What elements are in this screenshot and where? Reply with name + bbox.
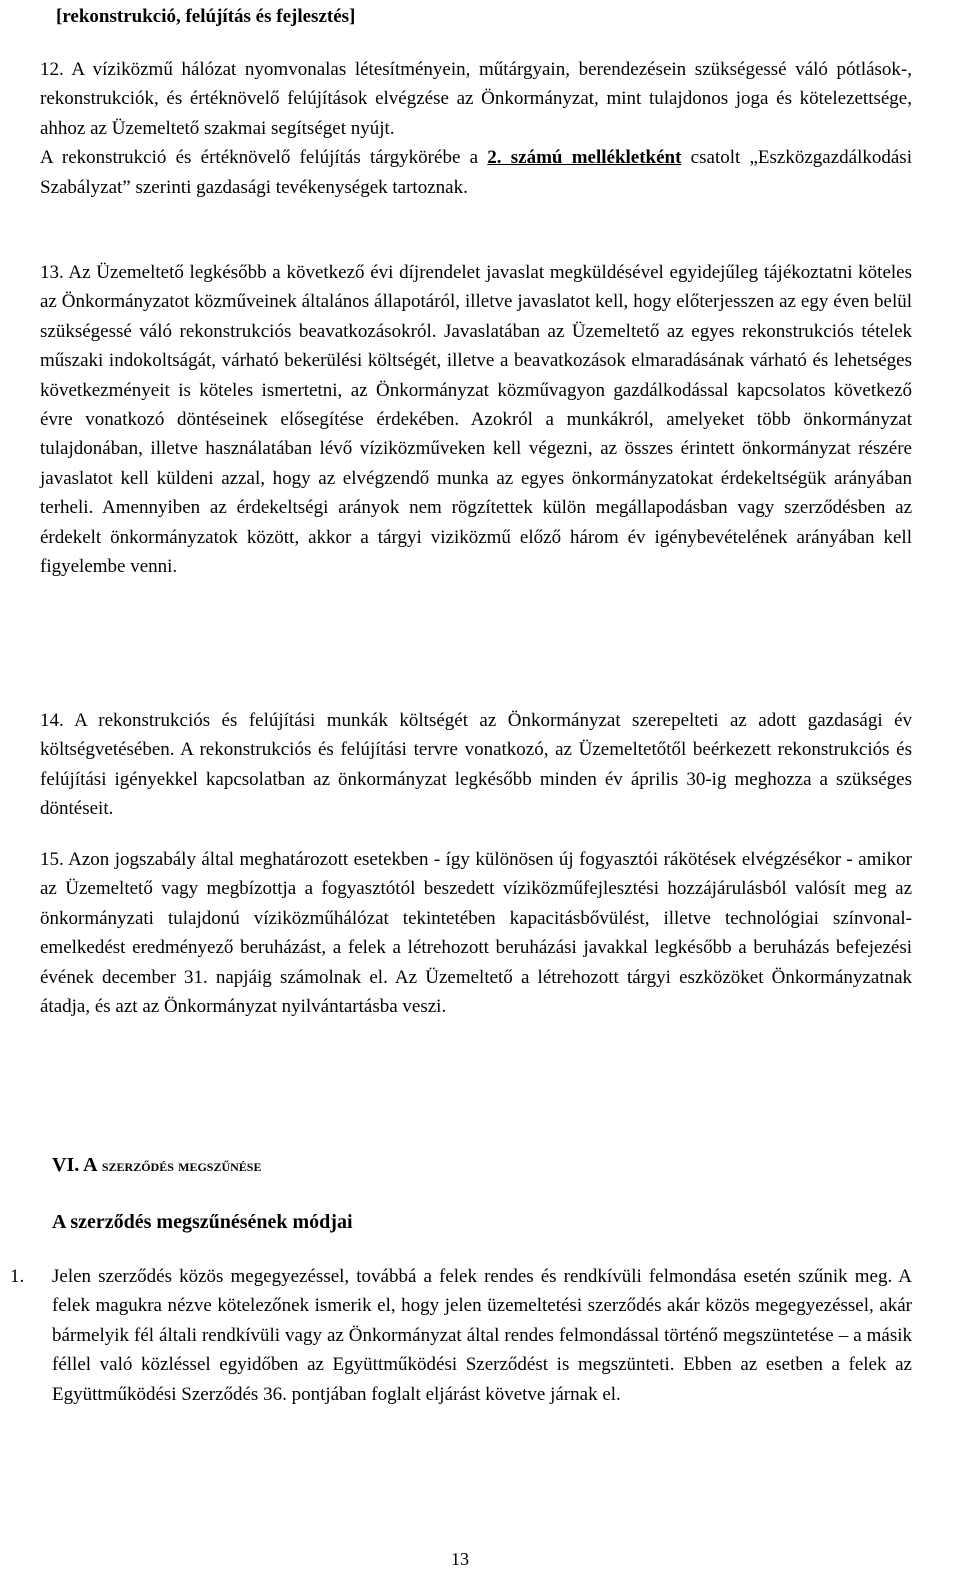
section-heading-bracketed: [rekonstrukció, felújítás és fejlesztés] <box>56 6 356 27</box>
list-item <box>10 1262 912 1409</box>
paragraph-12-text <box>40 55 912 143</box>
item-number: 14. <box>40 710 64 731</box>
item-number: 13. <box>40 262 64 283</box>
annex-reference: 2. számú mellékletként <box>487 147 682 169</box>
numbered-paragraph-15 <box>40 845 912 1021</box>
item-number: 15. <box>40 849 64 870</box>
item-number: 12. <box>40 59 64 80</box>
paragraph-12b-text: A rekonstrukció és értéknövelő felújítás tárgykörébe a 2. számú mellékletként csatolt „Eszközgazdálkodási Szabályzat” szerinti gazdasági tevékenységek tartoznak. <box>40 147 912 198</box>
numbered-paragraph-14 <box>40 706 912 824</box>
paragraph-13-text <box>40 258 912 581</box>
paragraph-15-text <box>40 845 912 1021</box>
termination-list <box>10 1262 912 1409</box>
numbered-paragraph-13 <box>40 258 912 581</box>
page-number: 13 <box>451 1549 469 1569</box>
section-title: VI. A szerződés megszűnése <box>52 1154 262 1176</box>
list-item-text: Jelen szerződés közös megegyezéssel, továbbá a felek rendes és rendkívüli felmondása esetén szűnik meg. A felek magukra nézve kötelezőnek ismerik el, hogy jelen üzemeltetési szerződés akár közös megegyezéssel, akár bármelyik fél általi rendkívüli vagy az Önkormányzat által rendes felmondással történő megszüntetése – a másik féllel való közléssel egyidőben az Együttműködési Szerződést is megszünteti. Ebben az esetben a felek az Együttműködési Szerződés 36. pontjában foglalt eljárást követve járnak el. <box>52 1266 912 1405</box>
item-text: A víziközmű hálózat nyomvonalas létesítményein, műtárgyain, berendezésein szükségessé váló pótlások-, rekonstrukciók, és értéknövelő felújítások elvégzése az Önkormányzat, mint tulajdonos joga és kötelezettsége, ahhoz az Üzemeltető szakmai segítséget nyújt. <box>40 59 912 139</box>
subsection-title: A szerződés megszűnésének módjai <box>52 1211 353 1233</box>
list-item-number: 1. <box>10 1266 25 1287</box>
item-text: Az Üzemeltető legkésőbb a következő évi díjrendelet javaslat megküldésével egyidejűleg tájékoztatni köteles az Önkormányzatot közműveinek általános állapotáról, illetve javaslatot kell, hogy előterjesszen az egy éven belül szükségessé váló rekonstrukciós beavatkozásokról. Javaslatában az Üzemeltető az egyes rekonstrukciós tételek műszaki indokoltságát, várható bekerülési költségét, illetve a beavatkozások elmaradásának várható és lehetséges következményeit is köteles ismertetni, az Önkormányzat közművagyon gazdálkodással kapcsolatos következő évre vonatkozó döntéseinek elősegítése érdekében. Azokról a munkákról, amelyeket több önkormányzat tulajdonában, illetve használatában lévő víziközműveken kell végezni, az összes érintett önkormányzat részére javaslatot kell küldeni azzal, hogy az elvégzendő munka az egyes önkormányzatokat érdekeltségük arányában terheli. Amennyiben az érdekeltségi arányok nem rögzítettek külön megállapodásban vagy szerződésben az érdekelt önkormányzatok között, akkor a tárgyi viziközmű előző három év igénybevételének arányában kell figyelembe venni. <box>40 262 912 578</box>
item-text: A rekonstrukciós és felújítási munkák költségét az Önkormányzat szerepelteti az adott gazdasági év költségvetésében. A rekonstrukciós és felújítási tervre vonatkozó, az Üzemeltetőtől beérkezett rekonstrukciós és felújítási igényekkel kapcsolatban az önkormányzat legkésőbb minden év április 30-ig meghozza a szükséges döntéseit. <box>40 710 913 820</box>
item-text: Azon jogszabály által meghatározott esetekben - így különösen új fogyasztói rákötések elvégzésékor - amikor az Üzemeltető vagy megbízottja a fogyasztótól beszedett víziközműfejlesztési hozzájárulásból valósít meg az önkormányzati tulajdonú víziközműhálózat tekintetében kapacitásbővülést, illetve technológiai színvonal-emelkedést eredményező beruházást, a felek a létrehozott beruházási javakkal legkésőbb a beruházás befejezési évének december 31. napjáig számolnak el. Az Üzemeltető a létrehozott tárgyi eszközöket Önkormányzatnak átadja, és azt az Önkormányzat nyilvántartásba veszi. <box>40 849 912 1018</box>
paragraph-14-text <box>40 706 912 824</box>
numbered-paragraph-12 <box>40 55 912 202</box>
